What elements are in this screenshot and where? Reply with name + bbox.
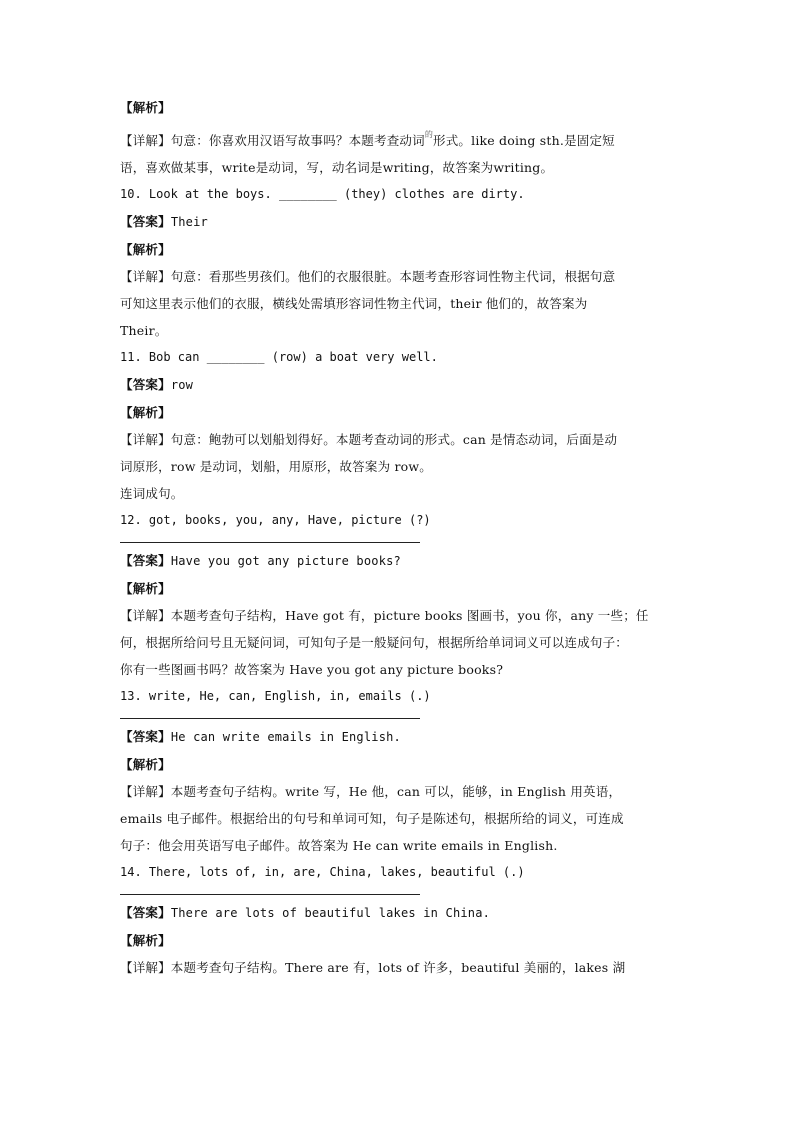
answer-12 [120,547,680,575]
answer-11 [120,371,680,399]
detail-text: 词原形，row 是动词，划船，用原形，故答案为 row。 [120,459,432,474]
answer-value: He can write emails in English. [170,730,401,744]
answer-tag: 【答案】 [120,729,171,744]
detail-text: 句子：他会用英语写电子邮件。故答案为 He can write emails in English. [120,838,558,853]
question-10: 10. Look at the boys. ________ (they) clothes are dirty. [120,187,525,201]
superscript-mark: 的 [424,130,434,139]
answer-14 [120,899,680,927]
answer-tag: 【答案】 [120,377,171,392]
answer-value: row [170,378,194,392]
detail-text: 可知这里表示他们的衣服，横线处需填形容词性物主代词，their 他们的，故答案为 [120,296,588,311]
analysis-heading: 【解析】 [120,100,171,115]
answer-tag: 【答案】 [120,214,171,229]
detail-text: 【详解】本题考查句子结构。write 写，He 他，can 可以，能够，in English 用英语， [120,784,622,799]
answer-10 [120,208,680,236]
answer-tag: 【答案】 [120,905,171,920]
answer-line [120,542,420,543]
answer-13 [120,723,680,751]
answer-line [120,718,420,719]
detail-text: 你有一些图画书吗？故答案为 Have you got any picture books? [120,662,504,677]
detail-text: 【详解】本题考查句子结构。There are 有，lots of 许多，beautiful 美丽的，lakes 湖 [120,960,626,975]
question-11: 11. Bob can ________ (row) a boat very well. [120,350,438,364]
detail-part: 形式。like doing sth.是固定短 [433,133,615,148]
detail-text: 【详解】句意：鲍勃可以划船划得好。本题考查动词的形式。can 是情态动词，后面是动 [120,432,618,447]
analysis-heading: 【解析】 [120,933,171,948]
analysis-heading: 【解析】 [120,242,171,257]
detail-text: 【详解】句意：看那些男孩们。他们的衣服很脏。本题考查形容词性物主代词，根据句意 [120,269,616,284]
answer-value: Have you got any picture books? [170,554,401,568]
detail-text: emails 电子邮件。根据给出的句号和单词可知，句子是陈述句，根据所给的词义，可连成 [120,811,624,826]
section-title: 连词成句。 [120,486,184,501]
answer-line [120,894,420,895]
detail-text [120,121,680,154]
answer-tag: 【答案】 [120,553,171,568]
question-12: 12. got, books, you, any, Have, picture (?) [120,513,431,527]
question-14: 14. There, lots of, in, are, China, lakes, beautiful (.) [120,865,525,879]
analysis-heading: 【解析】 [120,757,171,772]
detail-text: Their。 [120,323,168,338]
question-13: 13. write, He, can, English, in, emails (.) [120,689,431,703]
document-page [120,94,680,981]
detail-text: 语，喜欢做某事，write是动词，写，动名词是writing，故答案为writing。 [120,160,554,175]
analysis-heading: 【解析】 [120,581,171,596]
detail-text: 【详解】本题考查句子结构，Have got 有，picture books 图画书，you 你，any 一些；任 [120,608,649,623]
answer-value: Their [170,215,208,229]
analysis-heading: 【解析】 [120,405,171,420]
answer-value: There are lots of beautiful lakes in China. [170,906,491,920]
detail-text: 何，根据所给问号且无疑问词，可知句子是一般疑问句，根据所给单词词义可以连成句子： [120,635,629,650]
detail-part: 【详解】句意：你喜欢用汉语写故事吗？本题考查动词 [120,133,425,148]
